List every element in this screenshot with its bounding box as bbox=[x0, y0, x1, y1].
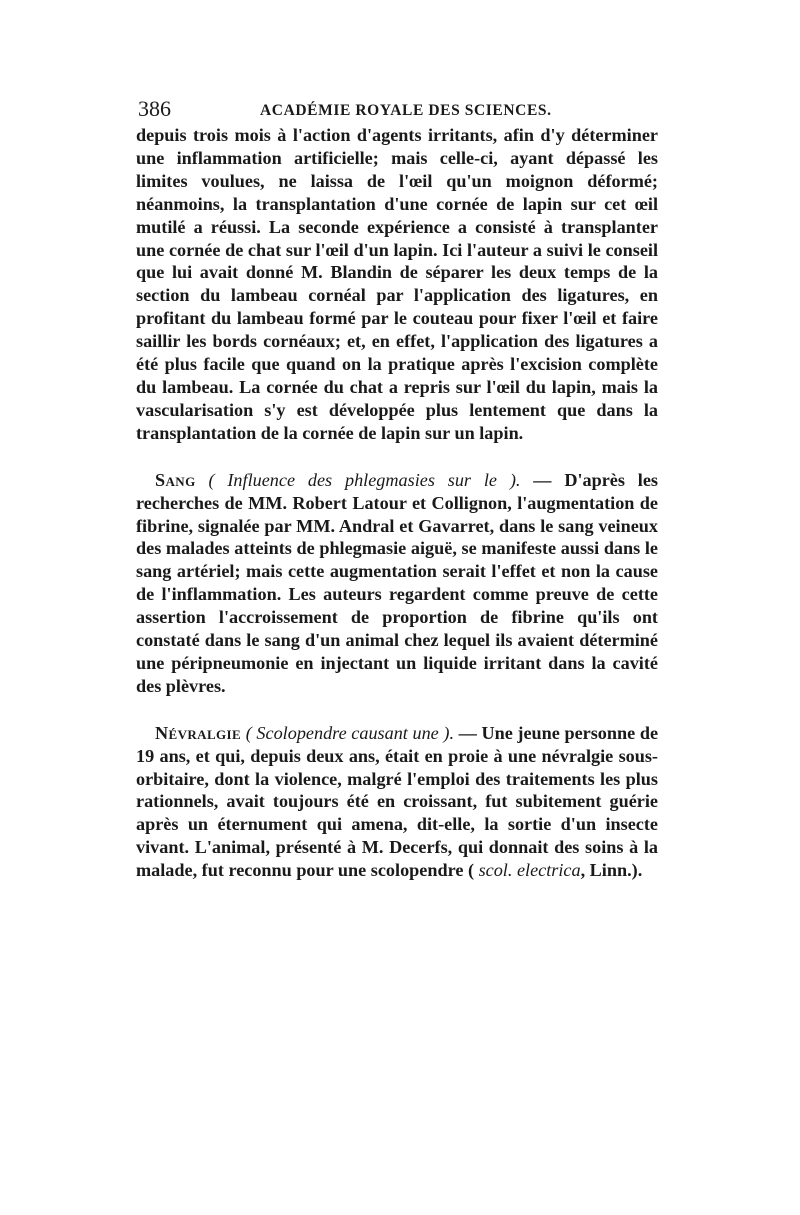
section-heading-sang: Sang bbox=[155, 469, 196, 490]
paragraph-text: — D'après les recherches de MM. Robert Latour et Collignon, l'augmentation de fibrine, signalée par MM. Andral et Gavarret, dans le sang veineux des malades atteints de phlegmasie aiguë, se manifeste aussi dans le sang artériel; mais cette augmentation serait l'effet et non la cause de l'inflammation. Les auteurs regardent comme preuve de cette assertion l'accroissement de proportion de fibrine qu'ils ont constaté dans le sang d'un animal chez lequel ils avaient déterminé une péripneumonie en injectant un liquide irritant dans la cavité des plèvres. bbox=[136, 469, 659, 696]
paragraph-sang bbox=[136, 469, 658, 698]
species-name: scol. electrica bbox=[478, 860, 581, 881]
paragraph-tail: , Linn.). bbox=[580, 860, 643, 881]
page-header bbox=[136, 96, 658, 124]
running-head: ACADÉMIE ROYALE DES SCIENCES. bbox=[260, 102, 552, 119]
book-page bbox=[136, 96, 658, 882]
section-subtitle-nevralgie: ( Scolopendre causant une ). bbox=[245, 722, 454, 743]
section-heading-nevralgie: Névralgie bbox=[155, 722, 242, 743]
paragraph-nevralgie bbox=[136, 722, 658, 882]
section-subtitle-sang: ( Influence des phlegmasies sur le ). bbox=[208, 469, 521, 490]
paragraph-cornea-transplant bbox=[136, 124, 658, 445]
paragraph-text: — Une jeune personne de 19 ans, et qui, depuis deux ans, était en proie à une névralgie sous-orbitaire, dont la violence, malgré l'emploi des traitements les plus rationnels, avait toujours été en croissant, fut subitement guérie après un éternument qui amena, dit-elle, la sortie d'un insecte vivant. L'animal, présenté à M. Decerfs, qui donnait des soins à la malade, fut reconnu pour une scolopendre ( bbox=[136, 722, 659, 881]
paragraph-text: depuis trois mois à l'action d'agents irritants, afin d'y déterminer une inflammation artificielle; mais celle-ci, ayant dépassé les limites voulues, ne laissa de l'œil qu'un moignon déformé; néanmoins, la transplantation d'une cornée de lapin sur cet œil mutilé a réussi. La seconde expérience a consisté à transplanter une cornée de chat sur l'œil d'un lapin. Ici l'auteur a suivi le conseil que lui avait donné M. Blandin de séparer les deux temps de la section du lambeau cornéal par l'application des ligatures, en profitant du lambeau formé par le couteau pour fixer l'œil et faire saillir les bords cornéaux; et, en effet, l'application des ligatures a été plus facile que quand on la pratique après l'excision complète du lambeau. La cornée du chat a repris sur l'œil du lapin, mais la vascularisation s'y est développée plus lentement que dans la transplantation de la cornée de lapin sur un lapin. bbox=[136, 125, 658, 443]
page-number: 386 bbox=[138, 96, 171, 121]
